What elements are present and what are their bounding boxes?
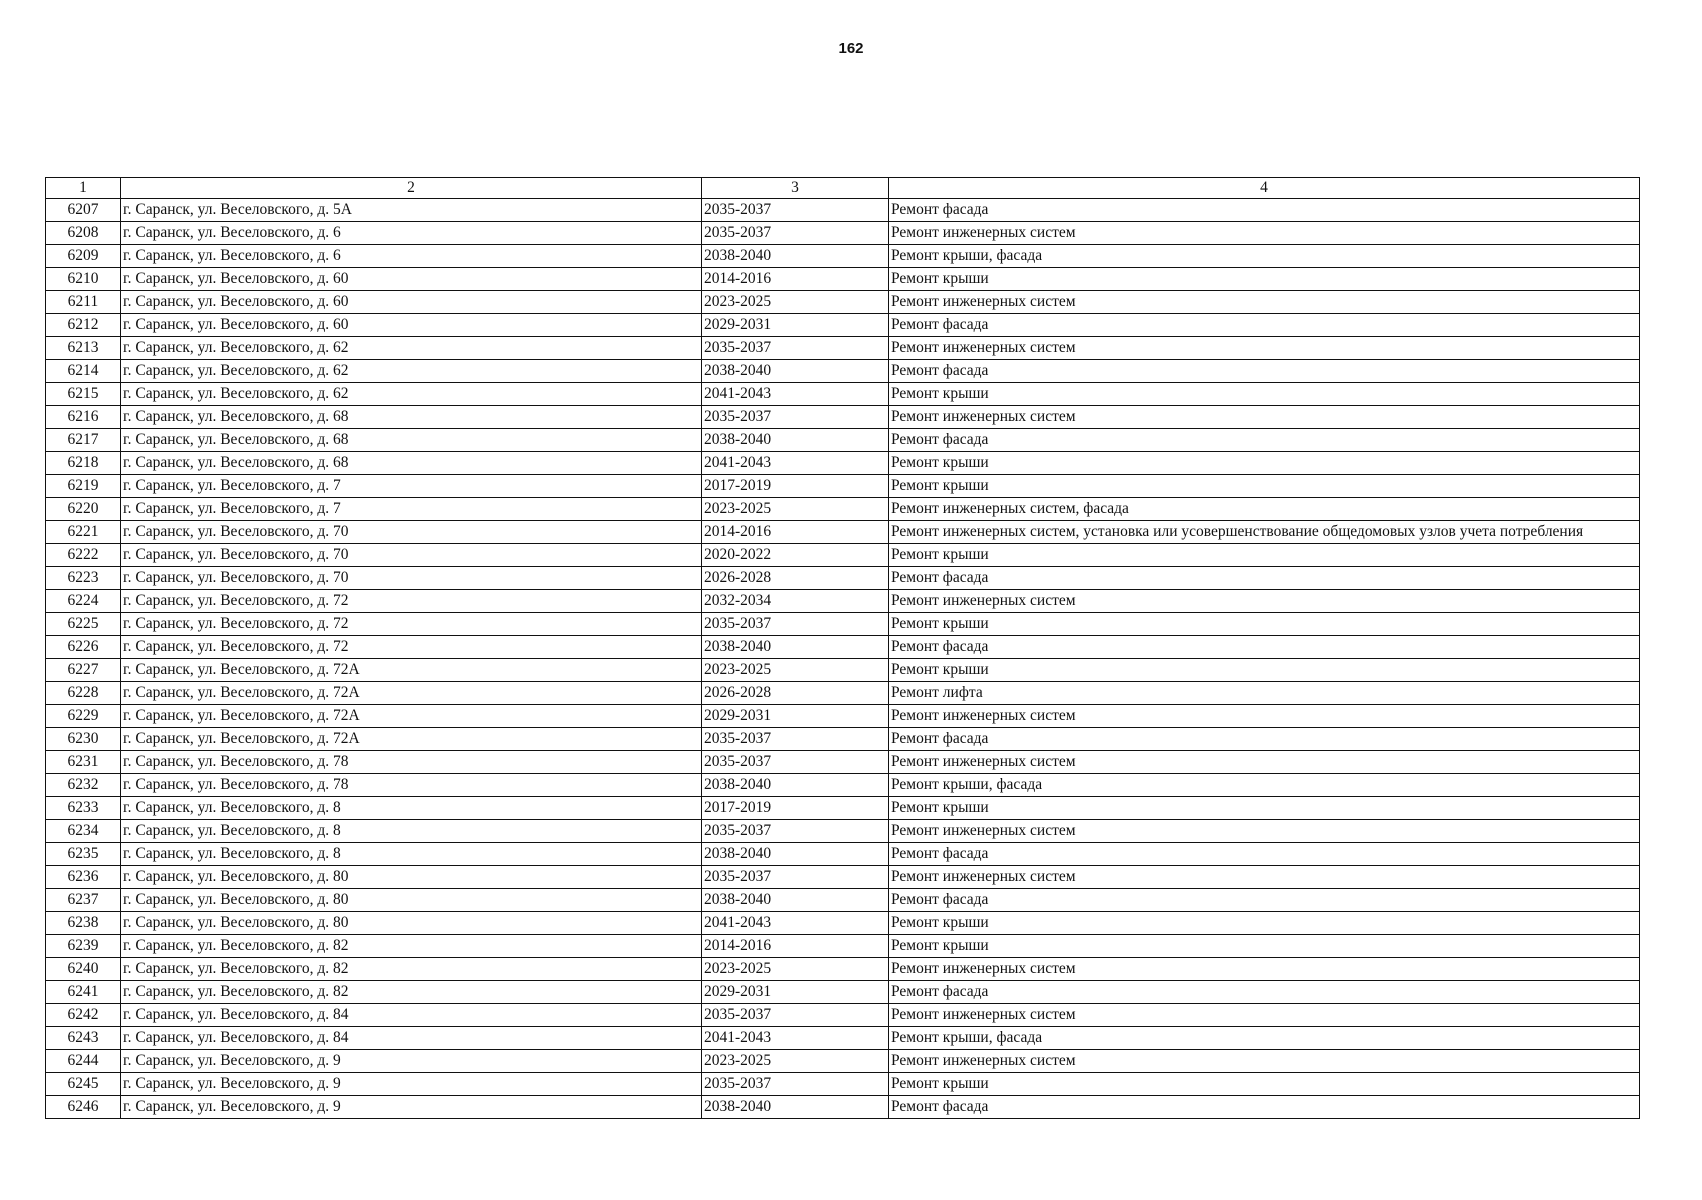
- row-number: 6213: [46, 337, 121, 360]
- row-number: 6224: [46, 590, 121, 613]
- address-cell: г. Саранск, ул. Веселовского, д. 82: [121, 958, 702, 981]
- address-cell: г. Саранск, ул. Веселовского, д. 9: [121, 1073, 702, 1096]
- period-cell: 2041-2043: [702, 912, 889, 935]
- row-number: 6229: [46, 705, 121, 728]
- period-cell: 2026-2028: [702, 567, 889, 590]
- header-row: [46, 178, 1640, 199]
- table-row: [46, 291, 1640, 314]
- address-cell: г. Саранск, ул. Веселовского, д. 82: [121, 935, 702, 958]
- work-type-cell: Ремонт крыши: [889, 1073, 1640, 1096]
- row-number: 6234: [46, 820, 121, 843]
- address-cell: г. Саранск, ул. Веселовского, д. 62: [121, 337, 702, 360]
- row-number: 6237: [46, 889, 121, 912]
- work-type-cell: Ремонт крыши: [889, 613, 1640, 636]
- table-row: [46, 820, 1640, 843]
- period-cell: 2035-2037: [702, 613, 889, 636]
- address-cell: г. Саранск, ул. Веселовского, д. 7: [121, 475, 702, 498]
- work-type-cell: Ремонт фасада: [889, 199, 1640, 222]
- row-number: 6216: [46, 406, 121, 429]
- period-cell: 2026-2028: [702, 682, 889, 705]
- address-cell: г. Саранск, ул. Веселовского, д. 72: [121, 590, 702, 613]
- work-type-cell: Ремонт инженерных систем: [889, 705, 1640, 728]
- table-body: [46, 199, 1640, 1119]
- address-cell: г. Саранск, ул. Веселовского, д. 8: [121, 820, 702, 843]
- work-type-cell: Ремонт крыши: [889, 544, 1640, 567]
- table-row: [46, 958, 1640, 981]
- address-cell: г. Саранск, ул. Веселовского, д. 82: [121, 981, 702, 1004]
- work-type-cell: Ремонт крыши, фасада: [889, 245, 1640, 268]
- table-row: [46, 590, 1640, 613]
- address-cell: г. Саранск, ул. Веселовского, д. 68: [121, 452, 702, 475]
- table-row: [46, 1004, 1640, 1027]
- address-cell: г. Саранск, ул. Веселовского, д. 70: [121, 544, 702, 567]
- table-row: [46, 521, 1640, 544]
- period-cell: 2035-2037: [702, 728, 889, 751]
- table-row: [46, 406, 1640, 429]
- address-cell: г. Саранск, ул. Веселовского, д. 80: [121, 866, 702, 889]
- row-number: 6207: [46, 199, 121, 222]
- row-number: 6223: [46, 567, 121, 590]
- period-cell: 2017-2019: [702, 797, 889, 820]
- repair-schedule-table: [45, 177, 1640, 1119]
- table-row: [46, 268, 1640, 291]
- address-cell: г. Саранск, ул. Веселовского, д. 8: [121, 843, 702, 866]
- work-type-cell: Ремонт крыши: [889, 797, 1640, 820]
- work-type-cell: Ремонт инженерных систем: [889, 406, 1640, 429]
- period-cell: 2038-2040: [702, 1096, 889, 1119]
- work-type-cell: Ремонт крыши, фасада: [889, 1027, 1640, 1050]
- work-type-cell: Ремонт фасада: [889, 889, 1640, 912]
- row-number: 6245: [46, 1073, 121, 1096]
- table-row: [46, 1073, 1640, 1096]
- address-cell: г. Саранск, ул. Веселовского, д. 72: [121, 636, 702, 659]
- period-cell: 2035-2037: [702, 866, 889, 889]
- address-cell: г. Саранск, ул. Веселовского, д. 9: [121, 1096, 702, 1119]
- row-number: 6212: [46, 314, 121, 337]
- table-row: [46, 1050, 1640, 1073]
- period-cell: 2038-2040: [702, 636, 889, 659]
- row-number: 6215: [46, 383, 121, 406]
- period-cell: 2035-2037: [702, 406, 889, 429]
- address-cell: г. Саранск, ул. Веселовского, д. 7: [121, 498, 702, 521]
- header-col-2: 2: [121, 178, 702, 199]
- row-number: 6222: [46, 544, 121, 567]
- address-cell: г. Саранск, ул. Веселовского, д. 68: [121, 406, 702, 429]
- address-cell: г. Саранск, ул. Веселовского, д. 6: [121, 245, 702, 268]
- row-number: 6218: [46, 452, 121, 475]
- table-row: [46, 705, 1640, 728]
- work-type-cell: Ремонт инженерных систем: [889, 291, 1640, 314]
- work-type-cell: Ремонт инженерных систем, фасада: [889, 498, 1640, 521]
- table-row: [46, 889, 1640, 912]
- work-type-cell: Ремонт фасада: [889, 429, 1640, 452]
- address-cell: г. Саранск, ул. Веселовского, д. 62: [121, 383, 702, 406]
- work-type-cell: Ремонт инженерных систем: [889, 590, 1640, 613]
- work-type-cell: Ремонт фасада: [889, 636, 1640, 659]
- work-type-cell: Ремонт инженерных систем: [889, 820, 1640, 843]
- table-row: [46, 1027, 1640, 1050]
- period-cell: 2038-2040: [702, 843, 889, 866]
- work-type-cell: Ремонт инженерных систем, установка или усовершенствование общедомовых узлов учета потребления: [889, 521, 1640, 544]
- work-type-cell: Ремонт инженерных систем: [889, 751, 1640, 774]
- table-row: [46, 935, 1640, 958]
- period-cell: 2038-2040: [702, 245, 889, 268]
- table-row: [46, 613, 1640, 636]
- address-cell: г. Саранск, ул. Веселовского, д. 80: [121, 912, 702, 935]
- address-cell: г. Саранск, ул. Веселовского, д. 80: [121, 889, 702, 912]
- row-number: 6210: [46, 268, 121, 291]
- work-type-cell: Ремонт инженерных систем: [889, 1004, 1640, 1027]
- work-type-cell: Ремонт крыши, фасада: [889, 774, 1640, 797]
- table-row: [46, 659, 1640, 682]
- table-row: [46, 1096, 1640, 1119]
- row-number: 6209: [46, 245, 121, 268]
- period-cell: 2038-2040: [702, 774, 889, 797]
- work-type-cell: Ремонт инженерных систем: [889, 222, 1640, 245]
- row-number: 6219: [46, 475, 121, 498]
- period-cell: 2041-2043: [702, 452, 889, 475]
- table-row: [46, 728, 1640, 751]
- period-cell: 2038-2040: [702, 889, 889, 912]
- header-col-1: 1: [46, 178, 121, 199]
- work-type-cell: Ремонт фасада: [889, 728, 1640, 751]
- work-type-cell: Ремонт инженерных систем: [889, 337, 1640, 360]
- period-cell: 2014-2016: [702, 935, 889, 958]
- work-type-cell: Ремонт инженерных систем: [889, 866, 1640, 889]
- work-type-cell: Ремонт инженерных систем: [889, 1050, 1640, 1073]
- work-type-cell: Ремонт крыши: [889, 452, 1640, 475]
- table-row: [46, 429, 1640, 452]
- period-cell: 2020-2022: [702, 544, 889, 567]
- period-cell: 2041-2043: [702, 383, 889, 406]
- period-cell: 2032-2034: [702, 590, 889, 613]
- address-cell: г. Саранск, ул. Веселовского, д. 72: [121, 613, 702, 636]
- work-type-cell: Ремонт крыши: [889, 383, 1640, 406]
- address-cell: г. Саранск, ул. Веселовского, д. 60: [121, 314, 702, 337]
- row-number: 6240: [46, 958, 121, 981]
- table-row: [46, 475, 1640, 498]
- period-cell: 2014-2016: [702, 268, 889, 291]
- header-col-3: 3: [702, 178, 889, 199]
- table-row: [46, 544, 1640, 567]
- period-cell: 2035-2037: [702, 337, 889, 360]
- period-cell: 2029-2031: [702, 705, 889, 728]
- table-row: [46, 774, 1640, 797]
- period-cell: 2035-2037: [702, 1073, 889, 1096]
- work-type-cell: Ремонт фасада: [889, 360, 1640, 383]
- row-number: 6226: [46, 636, 121, 659]
- work-type-cell: Ремонт фасада: [889, 314, 1640, 337]
- table-row: [46, 981, 1640, 1004]
- header-col-4: 4: [889, 178, 1640, 199]
- period-cell: 2029-2031: [702, 314, 889, 337]
- row-number: 6239: [46, 935, 121, 958]
- work-type-cell: Ремонт крыши: [889, 268, 1640, 291]
- address-cell: г. Саранск, ул. Веселовского, д. 72А: [121, 682, 702, 705]
- period-cell: 2035-2037: [702, 199, 889, 222]
- period-cell: 2014-2016: [702, 521, 889, 544]
- address-cell: г. Саранск, ул. Веселовского, д. 60: [121, 291, 702, 314]
- row-number: 6244: [46, 1050, 121, 1073]
- work-type-cell: Ремонт фасада: [889, 843, 1640, 866]
- row-number: 6221: [46, 521, 121, 544]
- table-row: [46, 199, 1640, 222]
- table-row: [46, 452, 1640, 475]
- row-number: 6208: [46, 222, 121, 245]
- period-cell: 2023-2025: [702, 958, 889, 981]
- row-number: 6232: [46, 774, 121, 797]
- address-cell: г. Саранск, ул. Веселовского, д. 62: [121, 360, 702, 383]
- row-number: 6243: [46, 1027, 121, 1050]
- table-row: [46, 498, 1640, 521]
- work-type-cell: Ремонт инженерных систем: [889, 958, 1640, 981]
- period-cell: 2023-2025: [702, 659, 889, 682]
- row-number: 6211: [46, 291, 121, 314]
- row-number: 6242: [46, 1004, 121, 1027]
- table-row: [46, 843, 1640, 866]
- work-type-cell: Ремонт крыши: [889, 475, 1640, 498]
- address-cell: г. Саранск, ул. Веселовского, д. 78: [121, 774, 702, 797]
- row-number: 6241: [46, 981, 121, 1004]
- table-row: [46, 222, 1640, 245]
- work-type-cell: Ремонт фасада: [889, 567, 1640, 590]
- address-cell: г. Саранск, ул. Веселовского, д. 78: [121, 751, 702, 774]
- period-cell: 2035-2037: [702, 751, 889, 774]
- period-cell: 2023-2025: [702, 498, 889, 521]
- address-cell: г. Саранск, ул. Веселовского, д. 72А: [121, 728, 702, 751]
- period-cell: 2017-2019: [702, 475, 889, 498]
- work-type-cell: Ремонт крыши: [889, 912, 1640, 935]
- address-cell: г. Саранск, ул. Веселовского, д. 72А: [121, 659, 702, 682]
- table-row: [46, 383, 1640, 406]
- address-cell: г. Саранск, ул. Веселовского, д. 8: [121, 797, 702, 820]
- table-row: [46, 751, 1640, 774]
- work-type-cell: Ремонт лифта: [889, 682, 1640, 705]
- row-number: 6217: [46, 429, 121, 452]
- address-cell: г. Саранск, ул. Веселовского, д. 6: [121, 222, 702, 245]
- table-row: [46, 797, 1640, 820]
- row-number: 6225: [46, 613, 121, 636]
- row-number: 6235: [46, 843, 121, 866]
- table-row: [46, 682, 1640, 705]
- page-number: 162: [838, 40, 864, 57]
- row-number: 6228: [46, 682, 121, 705]
- address-cell: г. Саранск, ул. Веселовского, д. 9: [121, 1050, 702, 1073]
- address-cell: г. Саранск, ул. Веселовского, д. 70: [121, 567, 702, 590]
- table-row: [46, 567, 1640, 590]
- table-row: [46, 245, 1640, 268]
- address-cell: г. Саранск, ул. Веселовского, д. 68: [121, 429, 702, 452]
- address-cell: г. Саранск, ул. Веселовского, д. 5А: [121, 199, 702, 222]
- row-number: 6236: [46, 866, 121, 889]
- address-cell: г. Саранск, ул. Веселовского, д. 60: [121, 268, 702, 291]
- row-number: 6220: [46, 498, 121, 521]
- work-type-cell: Ремонт крыши: [889, 659, 1640, 682]
- table-row: [46, 912, 1640, 935]
- row-number: 6238: [46, 912, 121, 935]
- row-number: 6246: [46, 1096, 121, 1119]
- period-cell: 2038-2040: [702, 429, 889, 452]
- table-row: [46, 337, 1640, 360]
- row-number: 6230: [46, 728, 121, 751]
- row-number: 6231: [46, 751, 121, 774]
- table-row: [46, 360, 1640, 383]
- period-cell: 2035-2037: [702, 820, 889, 843]
- row-number: 6214: [46, 360, 121, 383]
- address-cell: г. Саранск, ул. Веселовского, д. 72А: [121, 705, 702, 728]
- period-cell: 2035-2037: [702, 222, 889, 245]
- table-header: [46, 178, 1640, 199]
- period-cell: 2038-2040: [702, 360, 889, 383]
- address-cell: г. Саранск, ул. Веселовского, д. 84: [121, 1027, 702, 1050]
- period-cell: 2029-2031: [702, 981, 889, 1004]
- address-cell: г. Саранск, ул. Веселовского, д. 70: [121, 521, 702, 544]
- period-cell: 2023-2025: [702, 291, 889, 314]
- work-type-cell: Ремонт фасада: [889, 981, 1640, 1004]
- work-type-cell: Ремонт фасада: [889, 1096, 1640, 1119]
- period-cell: 2035-2037: [702, 1004, 889, 1027]
- period-cell: 2023-2025: [702, 1050, 889, 1073]
- address-cell: г. Саранск, ул. Веселовского, д. 84: [121, 1004, 702, 1027]
- row-number: 6227: [46, 659, 121, 682]
- period-cell: 2041-2043: [702, 1027, 889, 1050]
- table-row: [46, 866, 1640, 889]
- table-row: [46, 314, 1640, 337]
- row-number: 6233: [46, 797, 121, 820]
- table-row: [46, 636, 1640, 659]
- work-type-cell: Ремонт крыши: [889, 935, 1640, 958]
